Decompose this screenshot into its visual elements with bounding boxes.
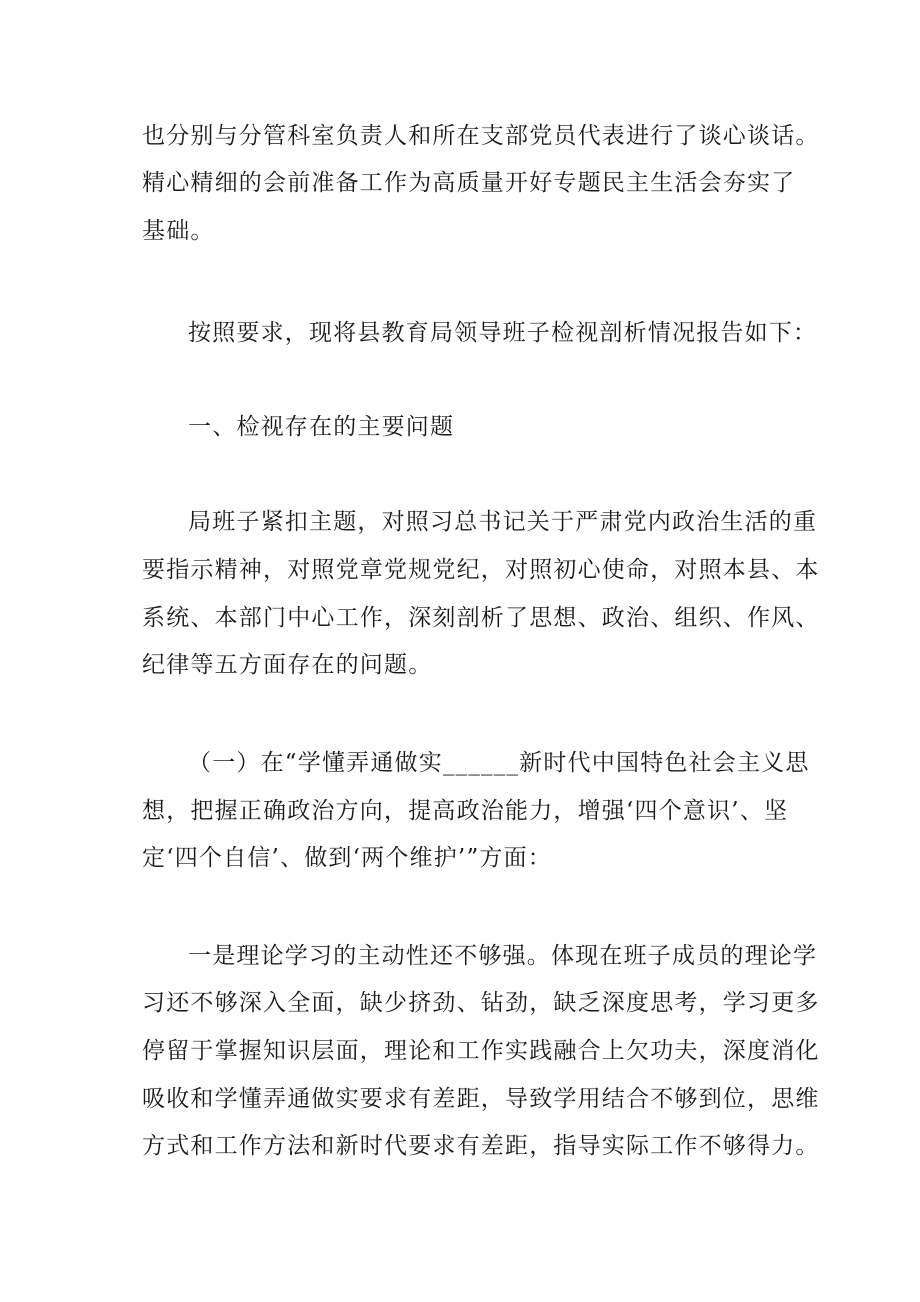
- paragraph-line: 按照要求，现将县教育局领导班子检视剖析情况报告如下：: [188, 320, 818, 346]
- subsection-heading: （一）在“学懂弄通做实______新时代中国特色社会主义思: [188, 750, 810, 776]
- paragraph-line: 也分别与分管科室负责人和所在支部党员代表进行了谈心谈话。: [142, 123, 820, 149]
- paragraph-line: 纪律等五方面存在的问题。: [142, 652, 433, 678]
- paragraph-line: 停留于掌握知识层面，理论和工作实践融合上欠功夫，深度消化: [142, 1038, 820, 1064]
- paragraph-line: 局班子紧扣主题，对照习总书记关于严肃党内政治生活的重: [188, 509, 818, 535]
- paragraph-line: 方式和工作方法和新时代要求有差距，指导实际工作不够得力。: [142, 1133, 820, 1159]
- paragraph-line: 要指示精神，对照党章党规党纪，对照初心使命，对照本县、本: [142, 557, 820, 583]
- paragraph-line: 系统、本部门中心工作，深刻剖析了思想、政治、组织、作风、: [142, 605, 820, 631]
- paragraph-line: 精心精细的会前准备工作为高质量开好专题民主生活会夯实了: [142, 170, 796, 196]
- paragraph-line: 一是理论学习的主动性还不够强。体现在班子成员的理论学: [188, 943, 818, 969]
- section-heading: 一、检视存在的主要问题: [188, 414, 455, 440]
- subsection-heading: 想，把握正确政治方向，提高政治能力，增强‘四个意识’、坚: [142, 798, 789, 824]
- paragraph-line: 吸收和学懂弄通做实要求有差距，导致学用结合不够到位，思维: [142, 1086, 820, 1112]
- subsection-heading: 定‘四个自信’、做到‘两个维护’”方面：: [142, 845, 553, 871]
- paragraph-line: 基础。: [142, 218, 215, 244]
- paragraph-line: 习还不够深入全面，缺少挤劲、钻劲，缺乏深度思考，学习更多: [142, 990, 820, 1016]
